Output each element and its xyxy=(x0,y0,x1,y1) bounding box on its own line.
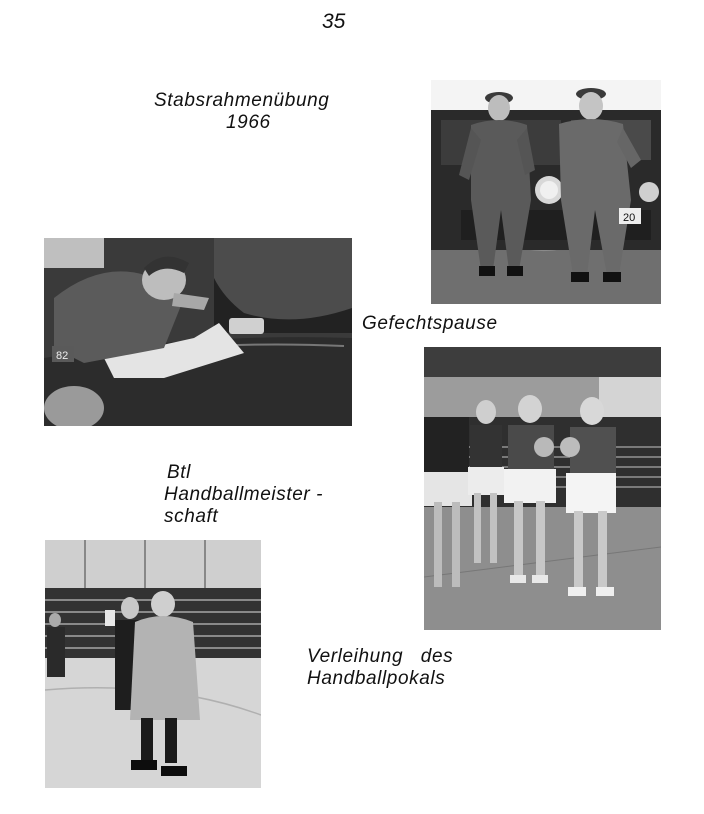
photo-map-reading xyxy=(44,238,352,426)
caption-verleihung-line2: Handballpokals xyxy=(307,668,446,689)
photo-soldiers-vehicle xyxy=(431,80,661,304)
photo-cup-presentation xyxy=(45,540,261,788)
caption-gefechtspause: Gefechtspause xyxy=(362,313,498,334)
vehicle-marking: 82 xyxy=(56,350,69,362)
caption-btl-line3: schaft xyxy=(164,506,219,527)
caption-btl-line1: Btl xyxy=(167,462,191,483)
photo-handball-team xyxy=(424,347,661,630)
caption-btl-line2: Handballmeister - xyxy=(164,484,324,505)
caption-verleihung-line1: Verleihung des xyxy=(307,646,454,667)
caption-btl-handballmeisterschaft xyxy=(164,462,323,528)
caption-verleihung xyxy=(307,646,453,690)
caption-stabsrahmenuebung xyxy=(154,90,329,134)
vehicle-plate: 20 xyxy=(623,212,636,224)
page-number: 35 xyxy=(322,10,346,33)
caption-stabsrahmenuebung-line1: Stabsrahmenübung xyxy=(154,90,330,111)
caption-stabsrahmenuebung-line2: 1966 xyxy=(226,112,271,133)
